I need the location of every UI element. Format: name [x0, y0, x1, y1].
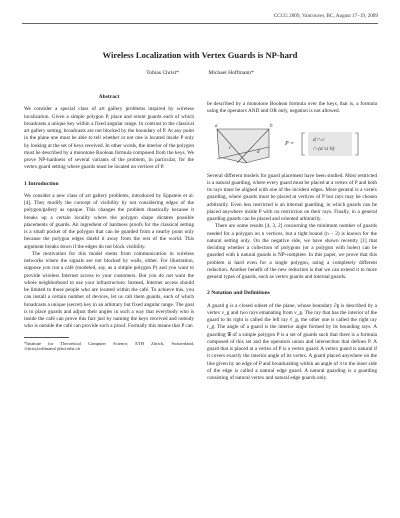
header-rule: [22, 23, 378, 24]
figure-formula-line-1: d ∩ c: [313, 136, 325, 143]
abstract-heading: Abstract: [98, 94, 120, 100]
author-2: Michael Hoffmann*: [208, 70, 254, 76]
right-column: [207, 101, 377, 382]
footnote: *Institute for Theoretical Computer Science, ETH Zürich, Switzerland, {christ,hoffmann}@inf.ethz.ch: [24, 340, 194, 352]
abstract-text: We consider a special class of art gallery problems inspired by wireless localization. Given a simple polygon P, place and orient guards each of which broadcasts a unique key within a fixed angular range. In contrast to the classical art gallery setting, broadcasts are not blocked by the boundary of P. At any point in the plane one must be able to tell whether or not one is located inside P only by looking at the set of keys received. In other words, the interior of the polygon must be described by a monotone Boolean formula composed from the keys. We prove NP-hardness of several variants of the problem, in particular, for the vertex guard setting where guards must be located on vertices of P.: [24, 106, 194, 171]
intro-heading: 1 Introduction: [24, 180, 59, 187]
intro-paragraph-2: The motivation for this model stems from communication in wireless networks where the signals are not blocked by walls, either. For illustration, suppose you run a café (modeled, say, as a simple polygon P) and you want to provide wireless Internet access to your customers. But you do not want the whole neighborhood to use your infrastructure. Instead, Internet access should be limited to those people who are located within the café. To achieve this, you can install a certain number of devices, let us call them guards, each of which broadcasts a unique (secret) key in an arbitrary but fixed angular range. The goal is to place guards and adjust their angles in such a way that everybody who is inside the café can prove this fact just by naming the keys received and nobody who is outside the café can provide such a proof. Formally this means that P can: [24, 250, 194, 330]
right-paragraph-1: be described by a monotone Boolean formula over the keys, that is, a formula using the operators AND and OR only, negation is not allowed.: [207, 101, 377, 115]
figure-formula-lhs: P =: [285, 140, 295, 147]
figure-label-d: d: [257, 149, 260, 155]
intro-paragraph-1: We consider a new class of art gallery problems, introduced by Eppstein et al. [4]. They modify the concept of visibility by not considering edges of the polygon/gallery as opaque. This changes the problem drastically because it breaks up a certain locality where the polygon shape dictates possible placements of guards. An ingredient of hardness proofs for the classical setting is a small pocket of the polygon that can be guarded from a nearby point only because the polygon edges shield it away from the rest of the world. This argument breaks down if the edges do not block visibility.: [24, 192, 194, 250]
right-paragraph-4: A guard g is a closed subset of the plane, whose boundary ∂g is described by a vertex v_g and two rays emanating from v_g. The ray that has the interior of the guard to its right is called the left ray ℓ_g, the other one is called the right ray r_g. The angle of a guard is the interior angle formed by its bounding rays. A guarding 𝒢 of a simple polygon P is a set of guards such that there is a formula composed of this set and the operators union and intersection that defines P. A guard that is placed at a vertex of P is a vertex guard. A vertex guard is natural if it covers exactly the interior angle of its vertex. A guard placed anywhere on the line given by an edge of P and broadcasting within an angle of π to the inner side of the edge is called a natural edge guard. A natural guarding is a guarding consisting of natural vertex and natural edge guards only.: [207, 302, 377, 381]
footnote-rule: [24, 337, 69, 338]
guard-figure: [207, 119, 377, 169]
right-paragraph-3: There are some results [4, 3, 2] concerning the minimum number of guards needed for a polygon on n vertices, but a tight bound (n − 2) is known for the natural setting only. On the negative side, we have shown recently [1] that deciding whether a collection of polygons (or a polygon with holes) can be guarded with k natural guards is NP-complete. In this paper, we prove that this problem is hard even for a single polygon, using a completely different reduction. Another benefit of the new reduction is that we can extend it to more general types of guards, such as vertex guards and internal guards.: [207, 223, 377, 280]
left-column: [24, 94, 194, 352]
author-line: [0, 70, 400, 76]
figure-svg: [207, 119, 377, 169]
running-header: CCCG 2009, Vancouver, BC, August 17–19, 2009: [273, 13, 378, 19]
figure-formula-line-2: ∩ (a ∪ b): [313, 145, 335, 152]
paper-title: Wireless Localization with Vertex Guards is NP-hard: [102, 50, 298, 60]
right-paragraph-2: Several different models for guard placement have been studied. Most restricted is a natural guarding, where every guard must be placed at a vertex of P and both its rays must be aligned with one of the incident edges. More general is a vertex guarding, where guards must be placed at vertices of P but rays may be chosen arbitrarily. Even less restricted is an internal guarding, in which guards can be placed anywhere inside P with no restriction on their rays. Finally, in a general guarding guards can be placed and oriented arbitrarily.: [207, 172, 377, 222]
figure-label-a: a: [215, 123, 218, 129]
author-1: Tobias Christ*: [146, 70, 179, 76]
figure-label-b: b: [270, 123, 273, 129]
figure-label-c: c: [229, 145, 232, 151]
section-2-heading: 2 Notation and Definitions: [207, 290, 270, 297]
